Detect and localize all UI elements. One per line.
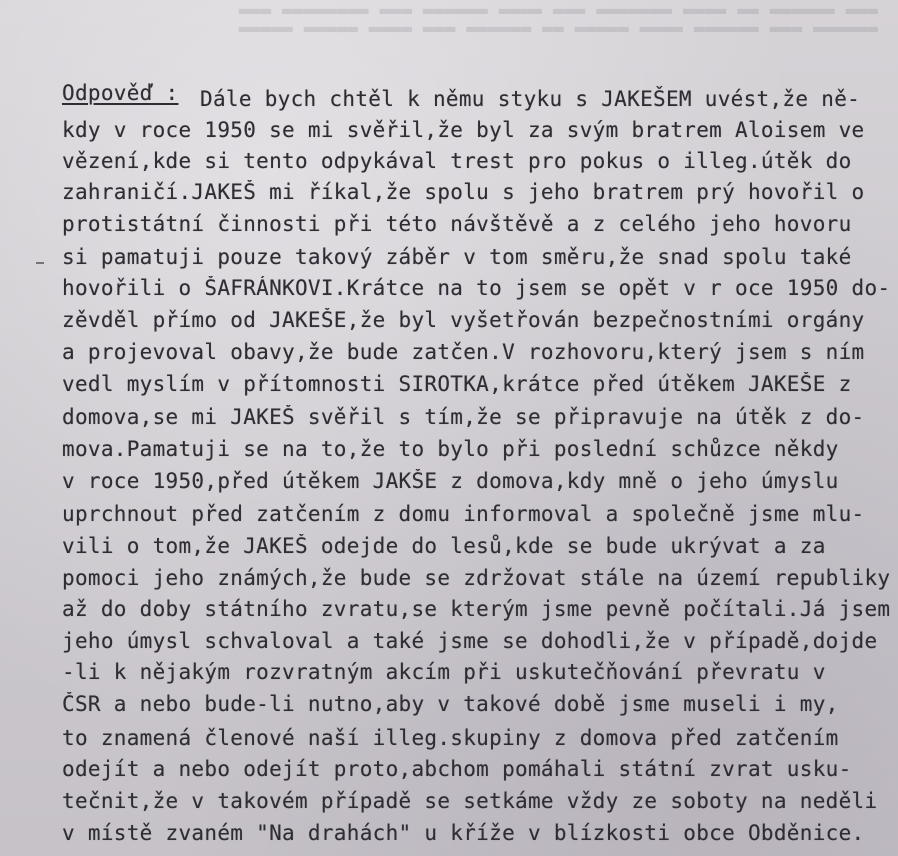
answer-line: ČSR a nebo bude-li nutno,aby v takové době jsme museli i my,: [62, 692, 839, 716]
answer-line: vězení,kde si tento odpykával trest pro pokus o illeg.útěk do: [62, 149, 852, 173]
answer-line: kdy v roce 1950 se mi svěřil,že byl za svým bratrem Aloisem ve: [62, 118, 865, 142]
answer-label: Odpověď :: [62, 81, 179, 105]
answer-line: odejít a nebo odejít proto,abchom pomáhali státní zvrat usku-: [62, 757, 852, 781]
answer-line: si pamatuji pouze takový záběr v tom směru,že snad spolu také: [62, 245, 852, 269]
answer-line: domova,se mi JAKEŠ svěřil s tím,že se připravuje na útěk z do-: [62, 405, 865, 429]
answer-line: mova.Pamatuji se na to,že to bylo při poslední schůzce někdy: [62, 437, 839, 461]
answer-line: zěvděl přímo od JAKEŠE,že byl vyšetřován bezpečnostními orgány: [62, 308, 865, 332]
answer-line: hovořili o ŠAFRÁNKOVI.Krátce na to jsem se opět v r oce 1950 do-: [62, 276, 891, 300]
answer-line: tečnit,že v takovém případě se setkáme vždy ze soboty na neděli: [62, 789, 878, 813]
answer-line: to znamená členové naší illeg.skupiny z domova před zatčením: [62, 726, 839, 750]
answer-line: protistátní činnosti při této návštěvě a z celého jeho hovoru: [62, 212, 852, 236]
answer-line: až do doby státního zvratu,se kterým jsme pevně počítali.Já jsem: [62, 597, 891, 621]
answer-line: uprchnout před zatčením z domu informoval a společně jsme mlu-: [62, 502, 865, 526]
answer-line: -li k nějakým rozvratným akcím při uskutečňování převratu v: [62, 660, 826, 684]
answer-line: jeho úmysl schvaloval a také jsme se dohodli,že v případě,dojde: [62, 629, 878, 653]
answer-line: zahraničí.JAKEŠ mi říkal,že spolu s jeho bratrem prý hovořil o: [62, 180, 865, 204]
answer-line: v roce 1950,před útěkem JAKŠE z domova,kdy mně o jeho úmyslu: [62, 469, 839, 493]
answer-line: pomoci jeho známých,že bude se zdržovat stále na území republiky: [62, 566, 891, 590]
answer-line: v místě zvaném "Na drahách" u kříže v blízkosti obce Obděnice.: [62, 821, 865, 845]
answer-first-line: [0, 81, 898, 111]
answer-line: a projevoval obavy,že bude zatčen.V rozhovoru,který jsem s ním: [62, 340, 865, 364]
answer-line: vedl myslím v přítomnosti SIROTKA,krátce před útěkem JAKEŠE z: [62, 372, 852, 396]
show-through-text: ▬▬▬ ▬▬▬▬▬▬ ▬▬ ▬▬▬▬ ▬▬▬▬▬▬▬ ▬▬▬ ▬▬▬▬ ▬▬▬▬▬▬ ▬▬▬ ▬▬▬▬▬▬▬▬ ▬▬▬ ▬▬▬▬▬▬ ▬▬▬ ▬▬▬▬▬▬ ▬▬▬▬ ▬▬▬▬▬ ▬▬ ▬▬▬▬▬▬ ▬▬▬ ▬▬▬▬ ▬▬▬▬▬ ▬▬▬▬▬: [238, 2, 878, 39]
answer-line-1: Dále bych chtěl k němu styku s JAKEŠEM uvést,že ně-: [200, 87, 861, 111]
answer-line: vili o tom,že JAKEŠ odejde do lesů,kde se bude ukrývat a za: [62, 534, 826, 558]
